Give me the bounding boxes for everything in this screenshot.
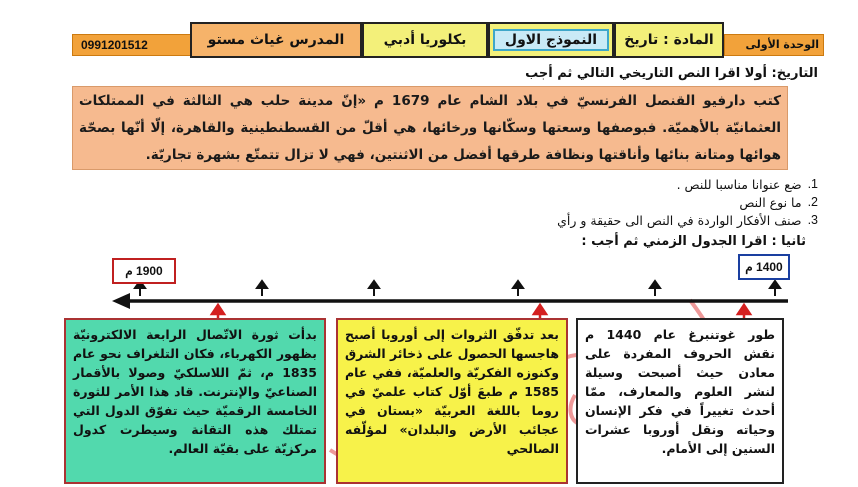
timeline-ticks [135, 281, 780, 296]
question-text: ضع عنوانا مناسبا للنص . [676, 177, 802, 192]
event-card-electronic-revolution: بدأت ثورة الاتّصال الرابعة الالكترونيّة بظهور الكهرباء، فكان التلغراف نحو عام 1835 م، ثمّ اللاسلكيّ وصولا بالأقمار الصناعيّ والإنترنت. قاد هذا الأمر للثورة الخامسة الرقميّة حيث تفوّق الدول التي تمتلك هذه التقانة وسيطرت كدول مركزيّة على بقيّة العالم. [64, 318, 326, 484]
historical-passage: كتب دارفيو القنصل الفرنسيّ في بلاد الشام عام 1679 م «إنّ مدينة حلب هي الثالثة في الممتلكات العثمانيّة بالأهميّة. فبوصفها وسعتها وسكّانها ورخائها، هي أقلّ من القسطنطينية والقاهرة، إلّا أنّها بصحّة هوائها ومتانة بنائها وأناقتها ونظافة طرقها أفضل من الاثنتين، فهي لا تزال تتمتّع بشهرة تجاريّة. [72, 86, 788, 170]
event-card-arabic-printing: بعد تدفّق الثروات إلى أوروبا أصبح هاجسها الحصول على ذخائر الشرق وكنوزه الفكريّة والعلميّة، ففي عام 1585 م طبعَ أوّل كتاب علميّ في روما باللغة العربيّة «بستان في عجائب الأرض والبلدان» لمؤلّفه الصالحي [336, 318, 568, 484]
question-text: صنف الأفكار الواردة في النص الى حقيقة و رأي [557, 213, 802, 228]
question-text: ما نوع النص [739, 195, 802, 210]
timeline-arrowhead [112, 293, 130, 309]
question-number: 3. [807, 213, 818, 227]
question-number: 2. [807, 195, 818, 209]
stream-text: بكلوريا أدبي [383, 32, 467, 48]
question-number: 1. [807, 177, 818, 191]
subject-text: المادة : تاريخ [624, 32, 714, 48]
teacher-label: المدرس غياث مستو [207, 32, 345, 48]
timeline-end-date: 1900 م [112, 258, 176, 284]
event-card-gutenberg: طور غوتنبرغ عام 1440 م نقش الحروف المفردة على معادن حيث أصبحت وسيلة لنشر العلوم والمعارف، ممّا أحدث تغييراً في فكر الإنسان وحياته ونقل أوروبا عشرات السنين إلى الأمام. [576, 318, 784, 484]
timeline-start-date: 1400 م [738, 254, 790, 280]
section2-instruction: ثانيا : اقرا الجدول الزمني ثم أجب : [581, 234, 806, 249]
model-text: النموذج الاول [493, 29, 609, 51]
section1-instruction: التاريخ: أولا اقرا النص التاريخي التالي ثم أجب [525, 66, 818, 81]
phone-number: 0991201512 [72, 34, 192, 56]
unit-label: الوحدة الأولى [724, 34, 824, 56]
